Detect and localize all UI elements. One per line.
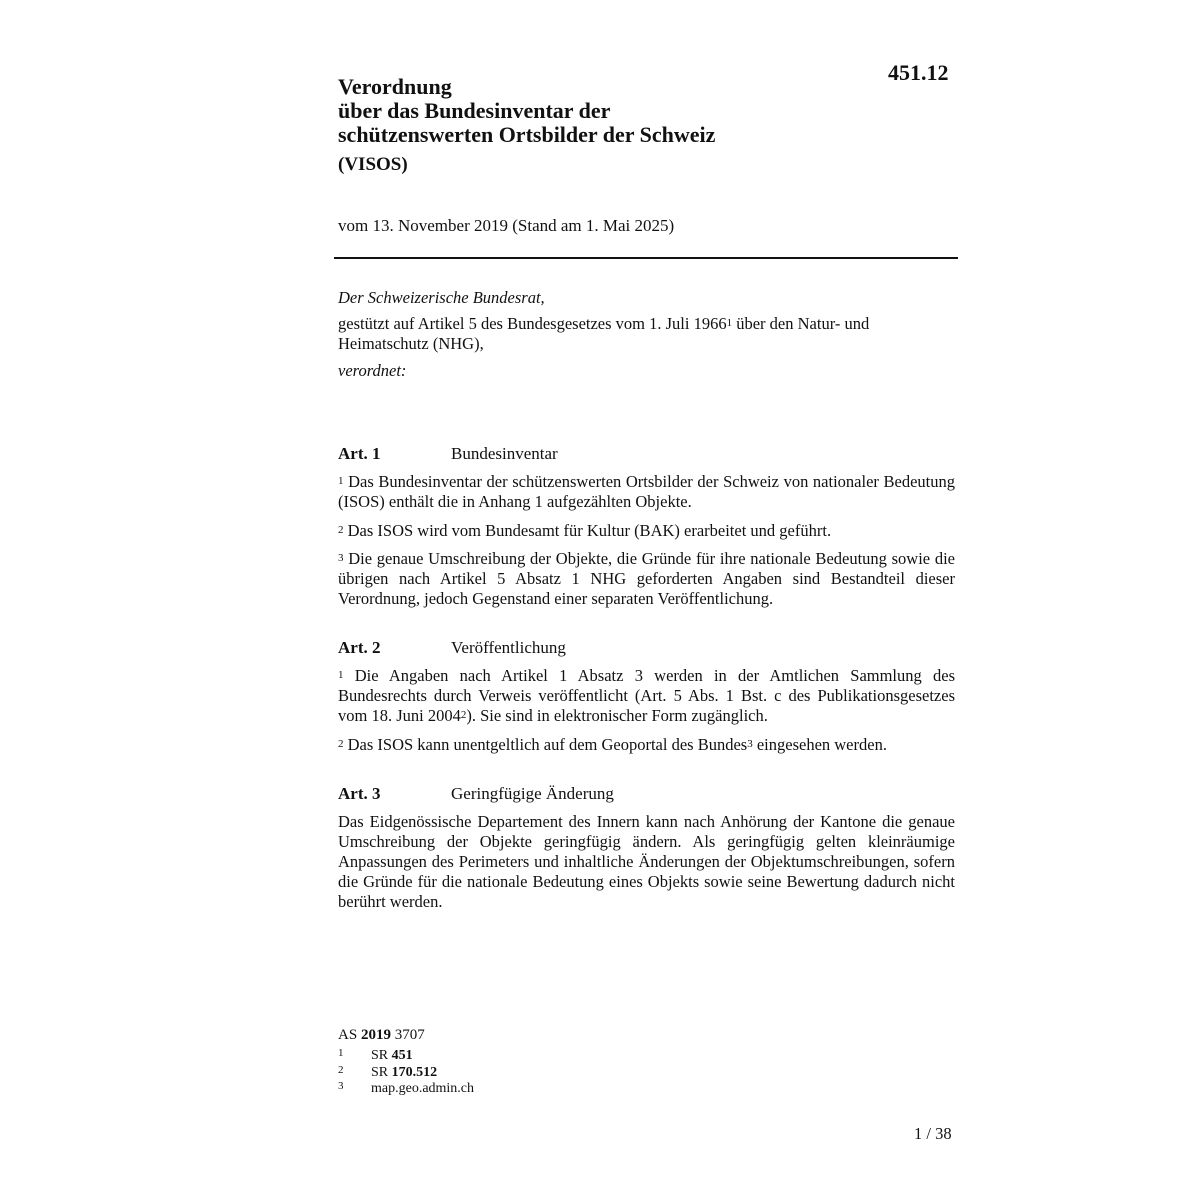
- document-abbreviation: (VISOS): [338, 154, 408, 175]
- document-title: [338, 75, 878, 147]
- preamble-decree: verordnet:: [338, 361, 407, 380]
- as-reference: [338, 1029, 425, 1042]
- article-1-number: Art. 1: [338, 444, 381, 463]
- title-line-3: schützenswerten Ortsbilder der Schweiz: [338, 122, 716, 147]
- footnote-number: 2: [338, 1064, 344, 1076]
- footnote-2: [338, 1066, 638, 1080]
- sr-number: 451.12: [888, 60, 949, 85]
- footnote-link[interactable]: map.geo.admin.ch: [371, 1081, 475, 1096]
- paragraph-text: Das Bundesinventar der schützenswerten Ortsbilder der Schweiz von nationaler Bedeutung (ISOS) enthält die in Anhang 1 aufgezählten Objekte.: [338, 472, 955, 511]
- article-2-title: Veröffentlichung: [451, 638, 566, 657]
- paragraph-number: 2: [338, 738, 344, 750]
- paragraph-number: 1: [338, 475, 344, 487]
- as-page: 3707: [390, 1027, 425, 1043]
- footnote-text: [371, 1049, 413, 1062]
- footnote-bold: 451: [391, 1048, 413, 1063]
- footnote-number: 3: [338, 1080, 344, 1092]
- footnote-ref-3[interactable]: 3: [747, 738, 753, 750]
- paragraph-text-2: eingesehen werden.: [752, 735, 887, 754]
- footnote-1: [338, 1049, 638, 1063]
- footnote-3: [338, 1082, 638, 1096]
- article-3-heading: [338, 784, 955, 806]
- article-2-heading: [338, 638, 955, 660]
- paragraph-text: Das ISOS kann unentgeltlich auf dem Geoportal des Bundes: [343, 735, 748, 754]
- article-1-title: Bundesinventar: [451, 444, 558, 463]
- footnote-number: 1: [338, 1047, 344, 1059]
- article-1-paragraph-2: [338, 521, 955, 541]
- article-1-heading: [338, 444, 955, 466]
- article-2-number: Art. 2: [338, 638, 381, 657]
- paragraph-text: Die Angaben nach Artikel 1 Absatz 3 werden in der Amtlichen Sammlung des Bundesrechts durch Verweis veröffentlicht (Art. 5 Abs. 1 Bst. c des Publikationsgesetzes vom 18. Juni 2004: [338, 666, 955, 725]
- article-1-paragraph-1: [338, 472, 955, 512]
- footnote-prefix: SR: [371, 1048, 392, 1063]
- preamble-basis: [338, 314, 955, 354]
- paragraph-text: Die genaue Umschreibung der Objekte, die Gründe für ihre nationale Bedeutung sowie die übrigen nach Artikel 5 Absatz 1 NHG geforderten Angaben sind Bestandteil dieser Verordnung, jedoch Gegenstand einer separaten Veröffentlichung.: [338, 549, 955, 608]
- as-prefix: AS: [338, 1027, 361, 1043]
- preamble-basis-text: gestützt auf Artikel 5 des Bundesgesetzes vom 1. Juli 1966: [338, 314, 727, 333]
- article-3-number: Art. 3: [338, 784, 381, 803]
- paragraph-number: 1: [338, 669, 344, 681]
- preamble-authority: Der Schweizerische Bundesrat,: [338, 288, 545, 307]
- page-number: 1 / 38: [914, 1124, 952, 1143]
- article-2-paragraph-2: [338, 735, 955, 755]
- article-1-paragraph-3: [338, 549, 955, 609]
- article-3-title: Geringfügige Änderung: [451, 784, 614, 803]
- footnote-ref-2[interactable]: 2: [460, 709, 467, 721]
- article-2-paragraph-1: [338, 666, 955, 726]
- preamble-basis-text-2: über den Natur- und Heimatschutz (NHG),: [338, 314, 870, 353]
- footnote-prefix: SR: [371, 1065, 392, 1080]
- footnote-ref-1[interactable]: 1: [726, 317, 733, 329]
- paragraph-number: 2: [338, 524, 344, 536]
- footnote-bold: 170.512: [391, 1065, 438, 1080]
- title-line-2: über das Bundesinventar der: [338, 98, 611, 123]
- paragraph-number: 3: [338, 552, 344, 564]
- article-3-paragraph-1: Das Eidgenössische Departement des Innern kann nach Anhörung der Kantone die genaue Umschreibung der Objekte geringfügig ändern. Als geringfügig gelten kleinräumige Anpassungen des Perimeters und inhaltliche Änderungen der Objektumschreibungen, sofern die Gründe für die nationale Bedeutung eines Objekts sowie seine Bewertung dadurch nicht berührt werden.: [338, 812, 955, 911]
- as-year: 2019: [360, 1027, 391, 1043]
- title-line-1: Verordnung: [338, 74, 452, 99]
- paragraph-text-2: ). Sie sind in elektronischer Form zugänglich.: [466, 706, 768, 725]
- header-divider: [334, 257, 958, 259]
- footnote-text: [371, 1066, 437, 1079]
- document-date: vom 13. November 2019 (Stand am 1. Mai 2025): [338, 216, 675, 235]
- paragraph-text: Das ISOS wird vom Bundesamt für Kultur (BAK) erarbeitet und geführt.: [343, 521, 832, 540]
